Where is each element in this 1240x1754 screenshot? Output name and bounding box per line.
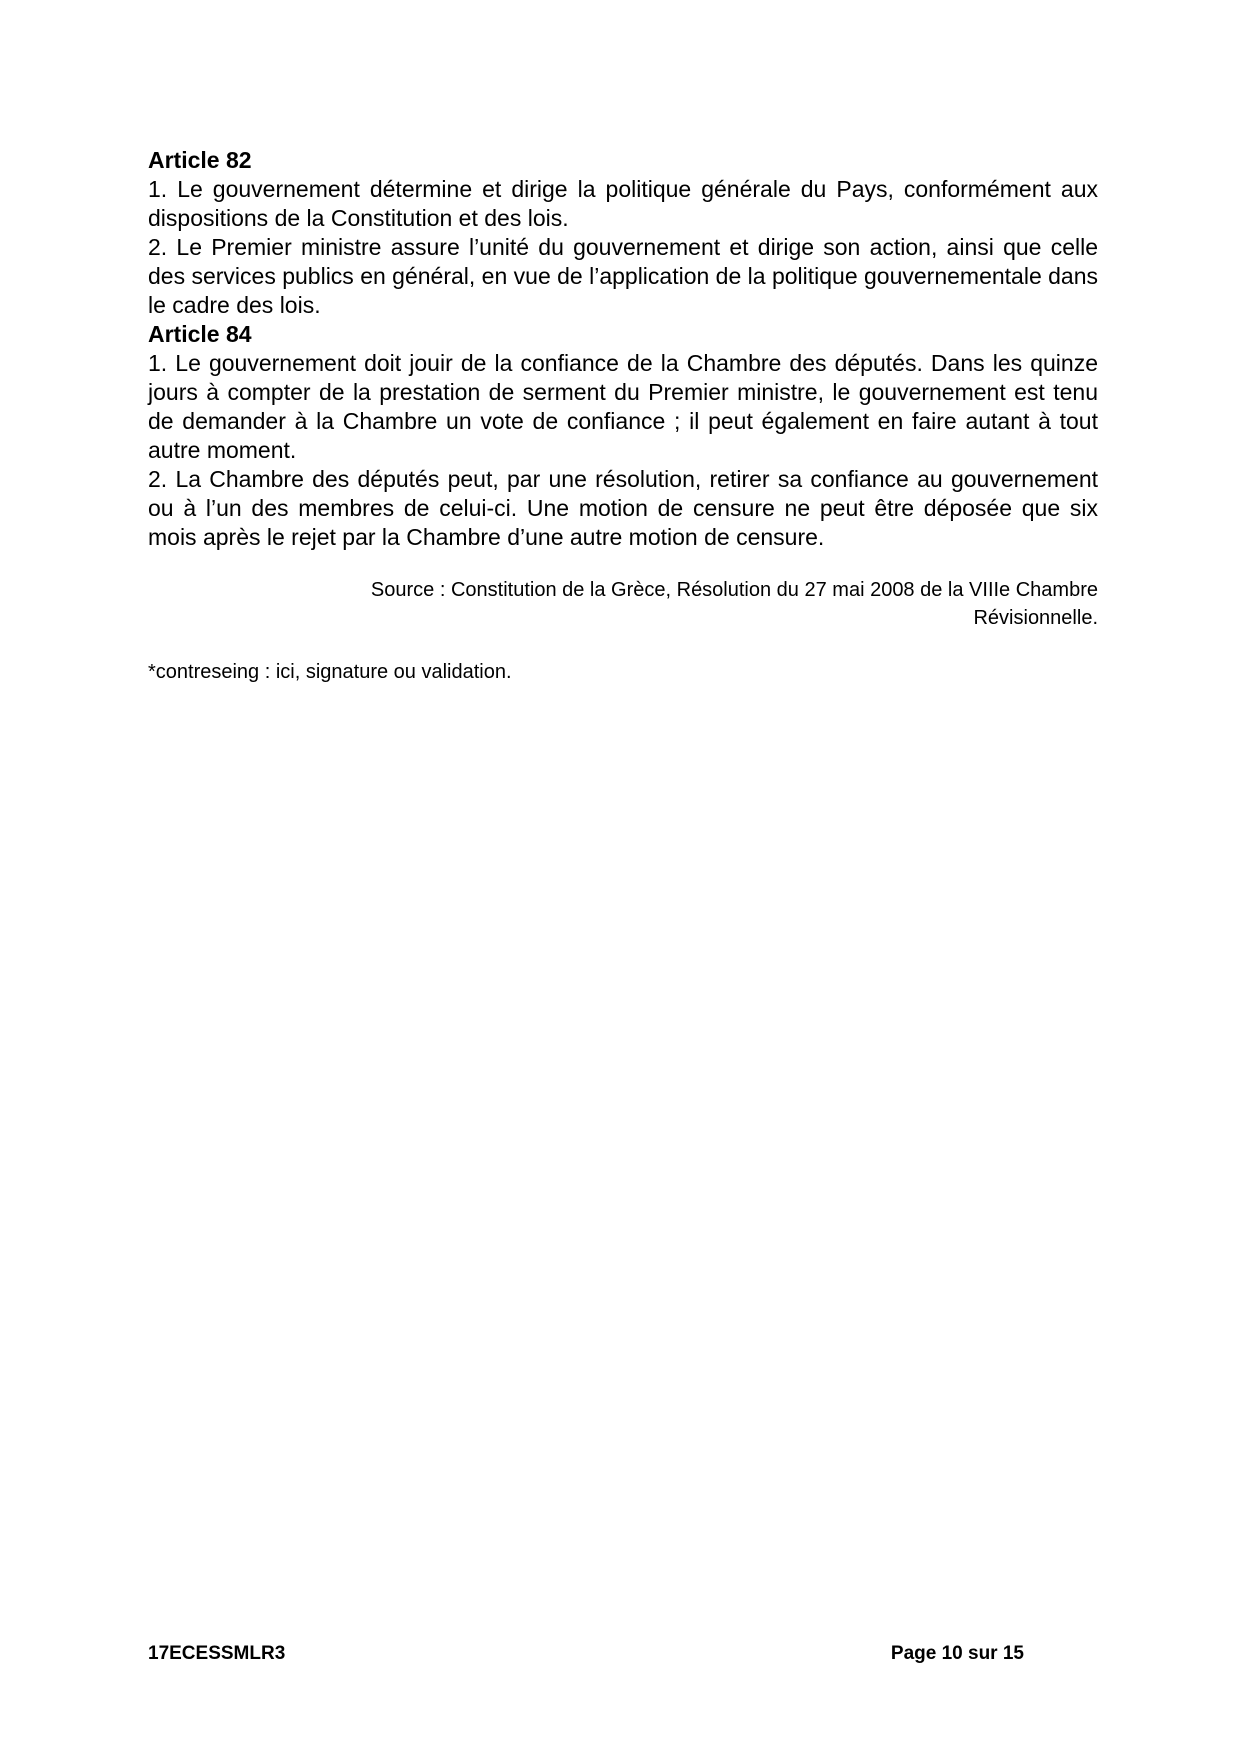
page-number: Page 10 sur 15	[890, 1643, 1024, 1664]
article-82-paragraph-2: 2. Le Premier ministre assure l’unité du gouvernement et dirige son action, ainsi que celle des services publics en général, en vue de l’application de la politique gouvernementale dans le cadre des lois.	[148, 234, 1099, 318]
footnote: *contreseing : ici, signature ou validation.	[148, 661, 512, 683]
document-body	[148, 146, 1098, 686]
source-line-1: Source : Constitution de la Grèce, Résolution du 27 mai 2008 de la VIIIe Chambre	[370, 579, 1098, 601]
document-code: 17ECESSMLR3	[148, 1643, 286, 1664]
page-footer	[148, 1642, 1024, 1666]
article-84-paragraph-2: 2. La Chambre des députés peut, par une résolution, retirer sa confiance au gouvernement ou à l’un des membres de celui-ci. Une motion de censure ne peut être déposée que six mois après le rejet par la Chambre d’une autre motion de censure.	[148, 466, 1098, 550]
article-84-paragraph-1: 1. Le gouvernement doit jouir de la confiance de la Chambre des députés. Dans les quinze jours à compter de la prestation de serment du Premier ministre, le gouvernement est tenu de demander à la Chambre un vote de confiance ; il peut également en faire autant à tout autre moment.	[148, 350, 1098, 463]
article-82-heading: Article 82	[148, 147, 252, 173]
article-84-heading: Article 84	[148, 321, 252, 347]
article-82-paragraph-1: 1. Le gouvernement détermine et dirige la politique générale du Pays, conformément aux dispositions de la Constitution et des lois.	[148, 176, 1098, 231]
source-line-2: Révisionnelle.	[973, 607, 1098, 629]
source-citation	[148, 576, 1098, 632]
